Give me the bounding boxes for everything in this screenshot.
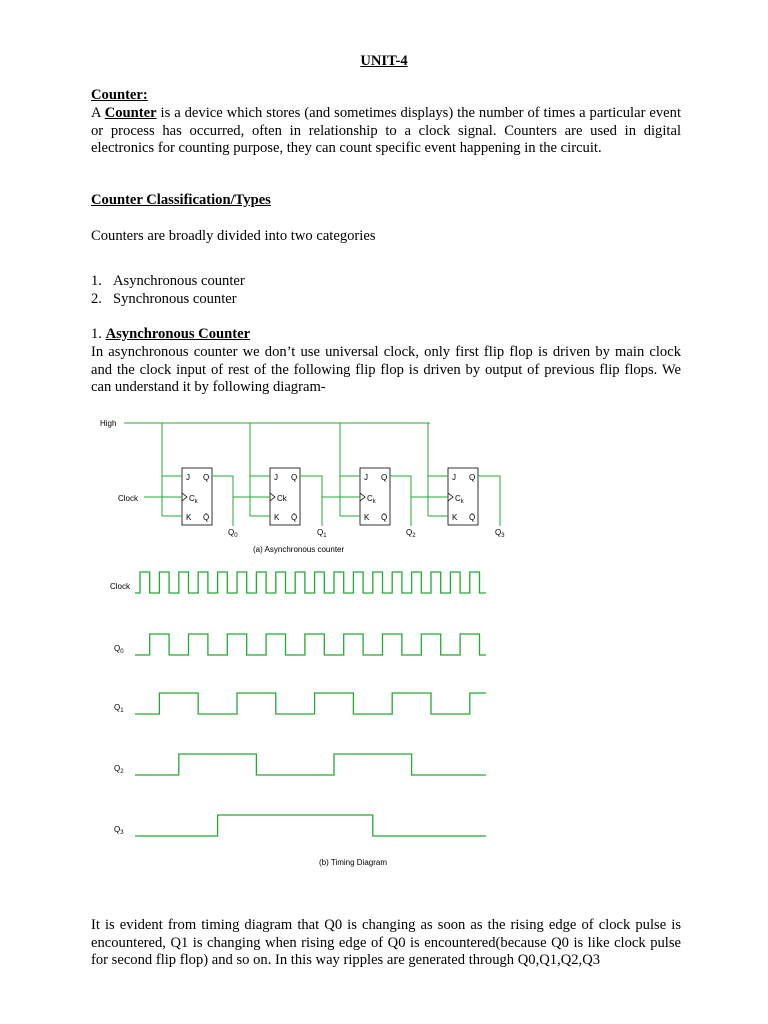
- list-item-label: Asynchronous counter: [113, 273, 245, 289]
- circuit-diagram: [124, 423, 500, 526]
- intro-paragraph: [91, 105, 681, 158]
- high-label: High: [100, 419, 117, 428]
- page-title: UNIT-4: [360, 53, 408, 69]
- waveform-clock: [135, 572, 486, 593]
- caption-timing-diagram: (b) Timing Diagram: [319, 858, 388, 867]
- timing-label: $Q_3$: [114, 825, 124, 836]
- clock-edge-symbol: [182, 493, 187, 501]
- classification-heading-text: Counter Classification/Types: [91, 192, 271, 208]
- pin-ck-label: $C_k$: [189, 494, 198, 505]
- async-heading-number: 1.: [91, 326, 106, 342]
- list-item: [91, 291, 681, 309]
- list-item-number: 2.: [91, 290, 102, 307]
- output-label: $Q_3$: [495, 528, 505, 539]
- q-output-line: [390, 476, 411, 526]
- categories-list: [91, 273, 681, 308]
- clock-edge-symbol: [448, 493, 453, 501]
- q-output-line: [478, 476, 500, 526]
- counter-heading: [91, 87, 681, 105]
- pin-q-label: Q: [291, 473, 298, 482]
- pin-ck-label: $C_k$: [367, 494, 376, 505]
- list-item-label: Synchronous counter: [113, 290, 237, 307]
- circuit-labels: [100, 419, 505, 867]
- conclusion-paragraph: It is evident from timing diagram that Q0 is changing as soon as the rising edge of clock pulse is encountered, Q1 is changing when rising edge of Q0 is encountered(because Q0 is like clock pulse for second flip flop) and so on. In this way ripples are generated through Q0,Q1,Q2,Q3: [91, 917, 681, 969]
- pin-qbar-label: Q̄: [469, 513, 476, 522]
- pin-j-label: J: [364, 473, 368, 482]
- list-item: [91, 273, 681, 291]
- timing-diagram: [135, 572, 486, 836]
- waveform-q1: [135, 693, 486, 714]
- async-heading-text: Asynchronous Counter: [105, 326, 251, 342]
- pin-ck-label: Ck: [277, 494, 287, 503]
- q-output-line: [300, 476, 322, 526]
- pin-j-label: J: [186, 473, 190, 482]
- list-item-number: 1.: [91, 273, 102, 289]
- pin-k-label: K: [186, 513, 192, 522]
- clock-input-label: Clock: [118, 494, 139, 503]
- pin-qbar-label: Q̄: [291, 513, 298, 522]
- waveform-q2: [135, 754, 486, 775]
- clock-edge-symbol: [270, 493, 275, 501]
- caption-async-counter: (a) Asynchronous counter: [253, 545, 345, 554]
- pin-j-label: J: [452, 473, 456, 482]
- pin-k-label: K: [452, 513, 458, 522]
- pin-k-label: K: [274, 513, 280, 522]
- waveform-q3: [135, 815, 486, 836]
- async-heading: [91, 326, 681, 344]
- pin-qbar-label: Q̄: [203, 513, 210, 522]
- intro-term: Counter: [104, 105, 157, 121]
- timing-label: $Q_2$: [114, 764, 124, 775]
- output-label: $Q_1$: [317, 528, 327, 539]
- pin-q-label: Q: [381, 473, 388, 482]
- pin-k-label: K: [364, 513, 370, 522]
- classification-heading: [91, 192, 681, 210]
- waveform-q0: [135, 634, 486, 655]
- output-label: $Q_2$: [406, 528, 416, 539]
- pin-q-label: Q: [469, 473, 476, 482]
- pin-qbar-label: Q̄: [381, 513, 388, 522]
- pin-ck-label: $C_k$: [455, 494, 464, 505]
- categories-intro: Counters are broadly divided into two categories: [91, 228, 376, 244]
- pin-q-label: Q: [203, 473, 210, 482]
- counter-heading-text: Counter:: [91, 87, 148, 103]
- counter-diagram-figure: [96, 408, 516, 874]
- timing-label: $Q_0$: [114, 644, 124, 655]
- timing-label: $Q_1$: [114, 703, 124, 714]
- output-label: $Q_0$: [228, 528, 238, 539]
- timing-label: Clock: [110, 582, 131, 591]
- pin-j-label: J: [274, 473, 278, 482]
- intro-text: is a device which stores (and sometimes displays) the number of times a particular event or process has occurred, often in relationship to a clock signal. Counters are used in digital electronics for counting purpose, they can count specific event happening in the circuit.: [91, 105, 681, 157]
- intro-prefix: A: [91, 105, 105, 121]
- async-paragraph: In asynchronous counter we don’t use universal clock, only first flip flop is driven by main clock and the clock input of rest of the following flip flop is driven by output of previous flip flops. We can understand it by following diagram-: [91, 344, 681, 396]
- q-output-line: [212, 476, 233, 526]
- clock-edge-symbol: [360, 493, 365, 501]
